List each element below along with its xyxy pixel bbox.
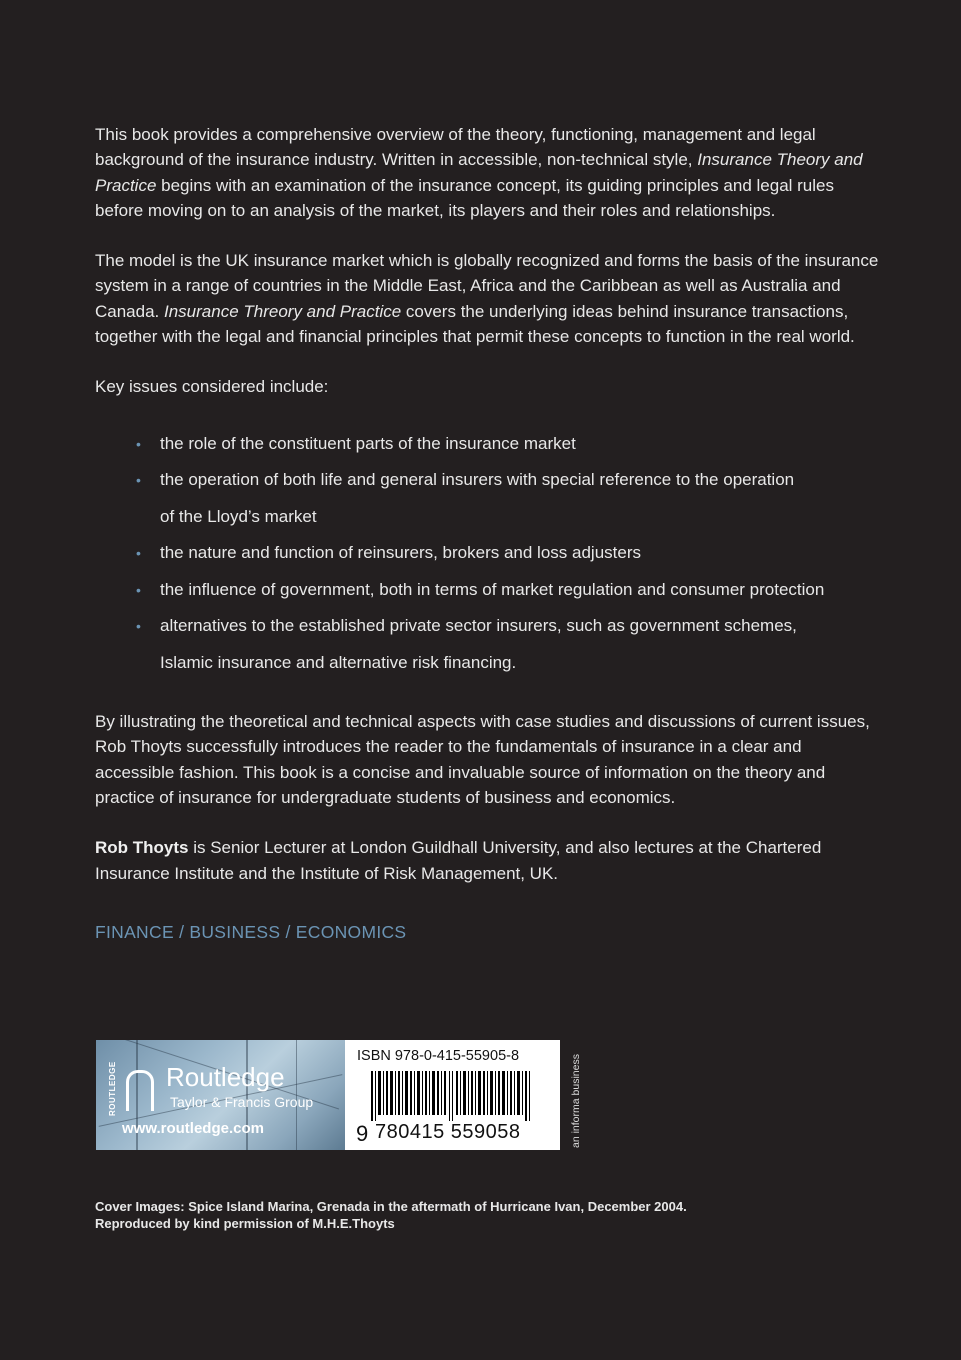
subject-category: FINANCE / BUSINESS / ECONOMICS [95, 921, 407, 942]
list-item-text: the nature and function of reinsurers, brokers and loss adjusters [160, 543, 641, 563]
list-item-text: the influence of government, both in terms of market regulation and consumer protection [160, 579, 825, 599]
list-item-text: the role of the constituent parts of the insurance market [160, 433, 576, 453]
description-paragraph-2 [95, 248, 885, 349]
bullet-icon: • [136, 435, 141, 452]
list-item-text: of the Lloyd’s market [160, 506, 317, 526]
list-item-continuation [160, 499, 885, 536]
credits-line-1: Cover Images: Spice Island Marina, Grenada in the aftermath of Hurricane Ivan, December 2004. [95, 1199, 687, 1214]
key-issues-list [95, 426, 885, 682]
barcode-digits: 780415 559058 [375, 1121, 521, 1143]
list-item [136, 426, 885, 463]
list-item-text: the operation of both life and general insurers with special reference to the operation [160, 470, 795, 490]
barcode-lead-digit: 9 [356, 1121, 369, 1146]
bullet-icon: • [136, 472, 141, 489]
list-item-text: alternatives to the established private sector insurers, such as government schemes, [160, 616, 797, 636]
text-span: covers the underlying ideas behind insurance transactions, together with the legal and financial principles that permit these concepts to function in the real world. [95, 301, 855, 347]
barcode-icon [371, 1071, 551, 1121]
summary-paragraph: By illustrating the theoretical and technical aspects with case studies and discussions of current issues, Rob Thoyts successfully introduces the reader to the fundamentals of insurance in a clear and accessible fashion. This book is a concise and invaluable source of information on the theory and practice of insurance for undergraduate students of business and economics. [95, 712, 870, 808]
isbn-barcode [345, 1040, 560, 1150]
bullet-icon: • [136, 581, 141, 598]
list-item [136, 535, 885, 572]
publisher-group: Taylor & Francis Group [170, 1094, 314, 1110]
bullet-icon: • [136, 545, 141, 562]
author-bio [95, 835, 885, 886]
publisher-vertical-label: ROUTLEDGE [108, 1061, 117, 1116]
publisher-url: www.routledge.com [122, 1120, 264, 1137]
informa-tagline: an informa business [570, 1054, 582, 1148]
text-span: begins with an examination of the insurance concept, its guiding principles and legal rules before moving on to an analysis of the market, its players and their roles and relationships. [95, 175, 834, 220]
list-item [136, 608, 885, 645]
book-title-italic: Insurance Theory and Practice [95, 150, 863, 195]
description-paragraph-1 [95, 122, 885, 223]
publisher-barcode-strip [96, 1040, 590, 1152]
list-item [136, 462, 885, 499]
bullet-icon: • [136, 618, 141, 635]
isbn-number: ISBN 978-0-415-55905-8 [357, 1048, 520, 1064]
list-item [136, 572, 885, 609]
back-cover-text [95, 122, 885, 943]
list-item-continuation [160, 645, 885, 682]
text-span: This book provides a comprehensive overview of the theory, functioning, management and legal background of the insurance industry. Written in accessible, non-technical style, [95, 125, 816, 170]
routledge-logo-icon [126, 1070, 154, 1111]
cover-image-credits [95, 1198, 687, 1232]
key-issues-heading: Key issues considered include: [95, 377, 329, 397]
list-item-text: Islamic insurance and alternative risk financing. [160, 652, 517, 672]
author-name: Rob Thoyts [95, 838, 189, 858]
publisher-logo-panel [96, 1040, 345, 1150]
book-title-italic: Insurance Threory and Practice [164, 301, 402, 321]
credits-line-2: Reproduced by kind permission of M.H.E.Thoyts [95, 1216, 395, 1231]
author-bio-text: is Senior Lecturer at London Guildhall University, and also lectures at the Chartered Insurance Institute and the Institute of Risk Management, UK. [95, 838, 822, 883]
text-span: The model is the UK insurance market which is globally recognized and forms the basis of the insurance system in a range of countries in the Middle East, Africa and the Caribbean as well as Australia and Canada. [95, 251, 879, 321]
publisher-name: Routledge [166, 1062, 285, 1092]
